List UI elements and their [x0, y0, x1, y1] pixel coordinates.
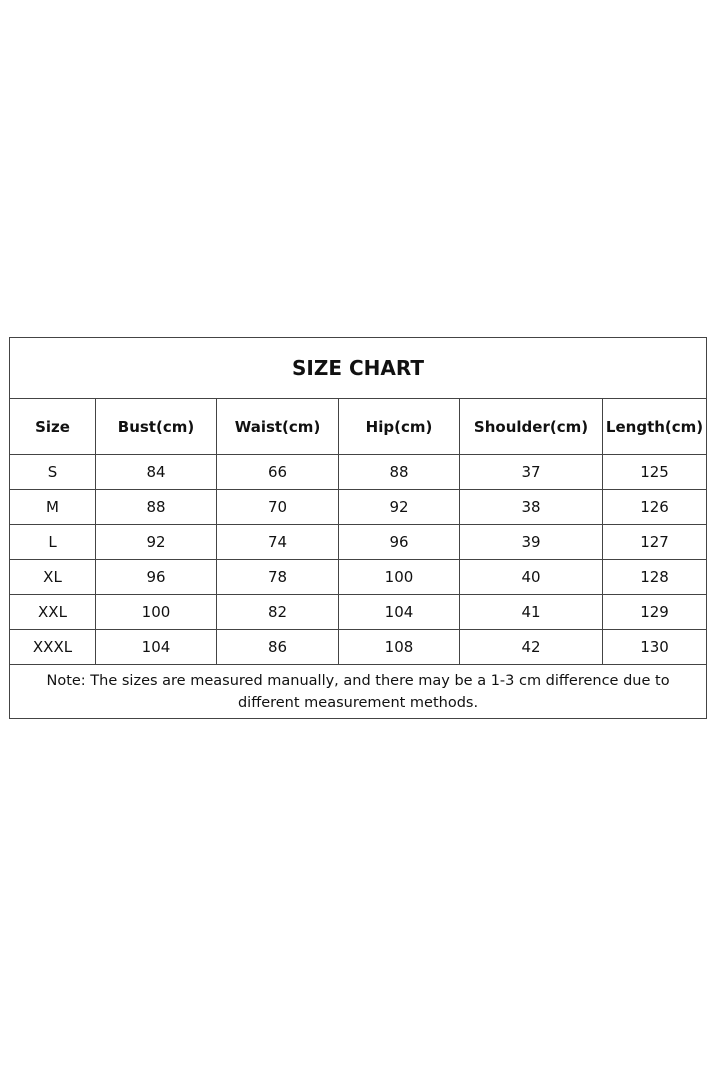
cell-shoulder: 39 [460, 525, 603, 560]
cell-shoulder: 37 [460, 455, 603, 490]
cell-bust: 104 [96, 630, 217, 665]
cell-waist: 82 [217, 595, 339, 630]
cell-hip: 96 [339, 525, 460, 560]
cell-hip: 100 [339, 560, 460, 595]
table-row [10, 630, 707, 665]
header-shoulder: Shoulder(cm) [460, 399, 603, 455]
table-row [10, 560, 707, 595]
cell-hip: 108 [339, 630, 460, 665]
header-bust: Bust(cm) [96, 399, 217, 455]
size-chart-table [9, 337, 707, 719]
cell-bust: 96 [96, 560, 217, 595]
cell-length: 126 [603, 490, 707, 525]
cell-length: 129 [603, 595, 707, 630]
cell-bust: 88 [96, 490, 217, 525]
cell-waist: 66 [217, 455, 339, 490]
title-row [10, 338, 707, 399]
header-size: Size [10, 399, 96, 455]
cell-shoulder: 41 [460, 595, 603, 630]
cell-size: S [10, 455, 96, 490]
cell-waist: 86 [217, 630, 339, 665]
chart-title: SIZE CHART [10, 338, 707, 399]
measurement-note: Note: The sizes are measured manually, and there may be a 1-3 cm difference due to different measurement methods. [10, 665, 707, 719]
cell-size: XXL [10, 595, 96, 630]
table-row [10, 595, 707, 630]
cell-waist: 74 [217, 525, 339, 560]
cell-size: XXXL [10, 630, 96, 665]
cell-length: 130 [603, 630, 707, 665]
cell-hip: 88 [339, 455, 460, 490]
cell-bust: 92 [96, 525, 217, 560]
cell-length: 128 [603, 560, 707, 595]
cell-waist: 78 [217, 560, 339, 595]
cell-hip: 92 [339, 490, 460, 525]
cell-hip: 104 [339, 595, 460, 630]
header-row [10, 399, 707, 455]
cell-length: 127 [603, 525, 707, 560]
cell-size: L [10, 525, 96, 560]
cell-size: XL [10, 560, 96, 595]
cell-bust: 84 [96, 455, 217, 490]
table-row [10, 525, 707, 560]
table-row [10, 490, 707, 525]
header-hip: Hip(cm) [339, 399, 460, 455]
cell-shoulder: 40 [460, 560, 603, 595]
note-row [10, 665, 707, 719]
header-length: Length(cm) [603, 399, 707, 455]
cell-size: M [10, 490, 96, 525]
cell-waist: 70 [217, 490, 339, 525]
cell-shoulder: 38 [460, 490, 603, 525]
cell-bust: 100 [96, 595, 217, 630]
cell-length: 125 [603, 455, 707, 490]
header-waist: Waist(cm) [217, 399, 339, 455]
cell-shoulder: 42 [460, 630, 603, 665]
table-row [10, 455, 707, 490]
